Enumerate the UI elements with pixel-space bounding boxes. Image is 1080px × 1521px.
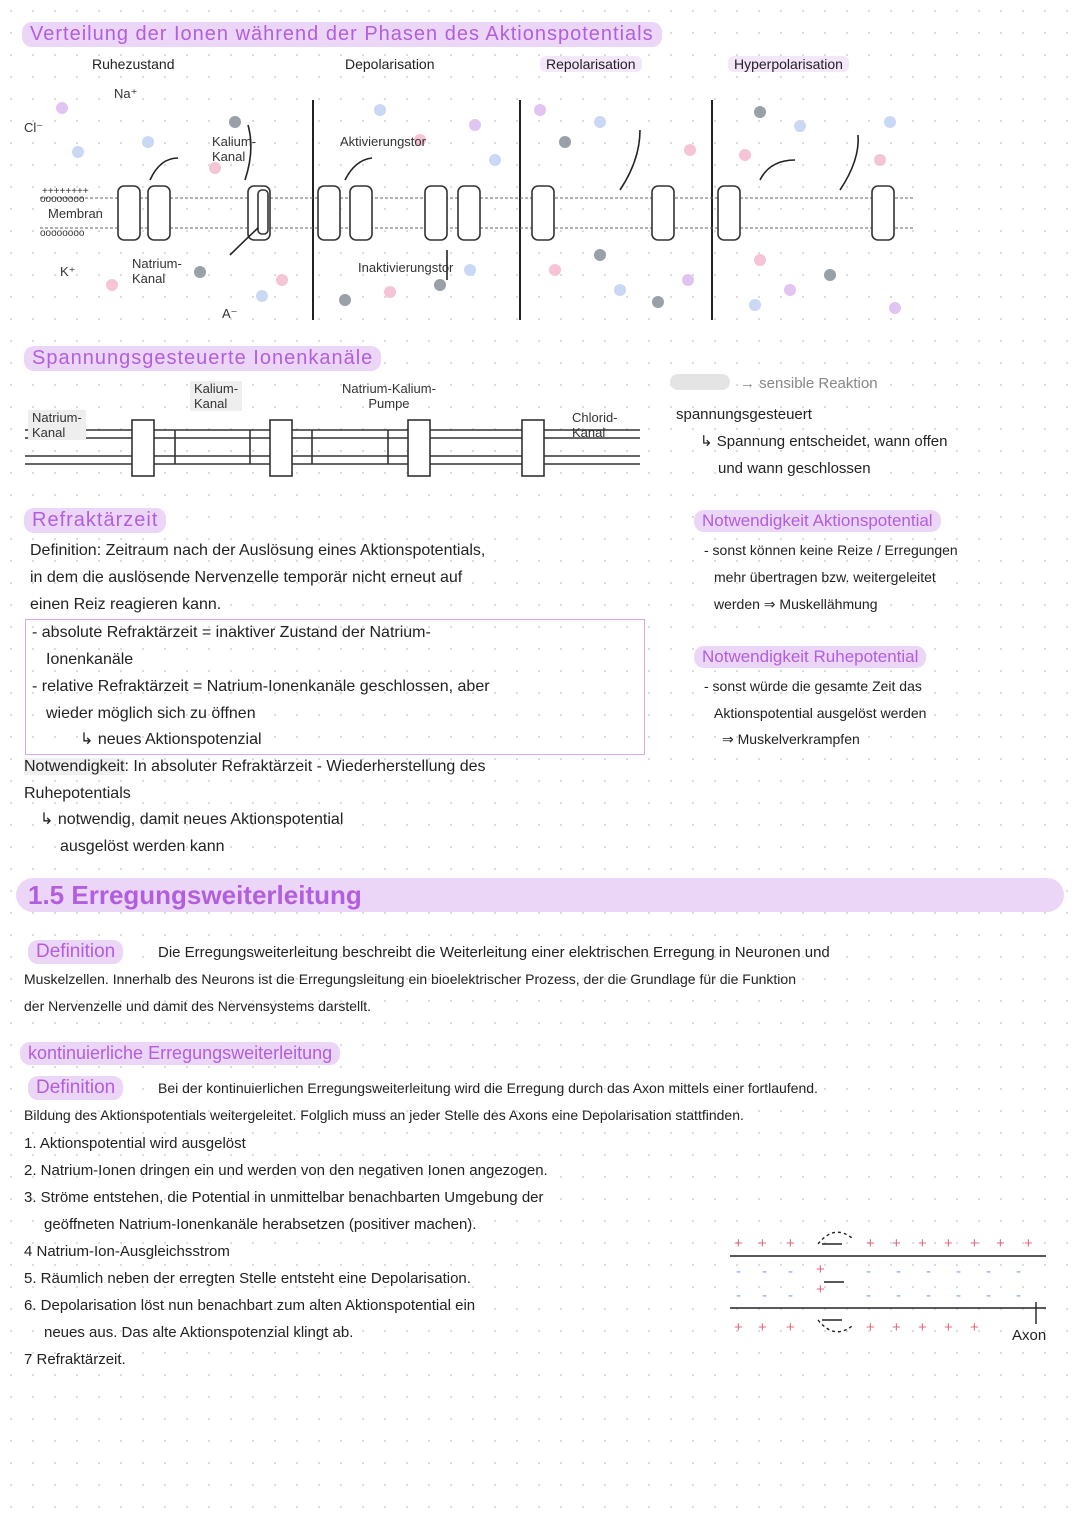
svg-text:-: - [926,1287,931,1304]
svg-text:-: - [986,1263,991,1280]
refraktaer-need-line1 [24,753,486,780]
svg-text:-: - [736,1287,741,1304]
refraktaer-need-label: Notwendigkeit [24,758,125,775]
svg-text:+: + [970,1235,979,1252]
na-channel [148,186,170,240]
ion-flow-arrow [760,160,795,180]
notwendigkeit-ap-line1: - sonst können keine Reize / Erregungen [704,542,958,558]
svg-text:+: + [816,1261,825,1278]
label-membran: Membran [48,206,103,221]
refraktaer-box-line1: - absolute Refraktärzeit = inaktiver Zustand der Natrium- [32,624,431,641]
notwendigkeit-ap-line2: mehr übertragen bzw. weitergeleitet [714,569,936,585]
svg-text:+: + [944,1235,953,1252]
current-loop-arrow [818,1232,852,1244]
ion-flow-arrow [230,228,258,255]
step-7: 7 Refraktärzeit. [24,1351,126,1368]
svg-text:-: - [866,1287,871,1304]
k-channel-inner [258,190,268,234]
svg-text:-: - [1016,1263,1021,1280]
label-inaktivierungstor: Inaktivierungstor [358,260,454,275]
axon-minus-charges [736,1263,1021,1304]
sensible-line2: ↳ Spannung entscheidet, wann offen [700,433,948,450]
svg-text:+: + [918,1235,927,1252]
label-na: Na⁺ [114,86,138,101]
svg-text:-: - [788,1287,793,1304]
svg-text:-: - [762,1263,767,1280]
refraktaer-box-line2: Ionenkanäle [46,651,134,668]
refraktaer-need-line2: Ruhepotentials [24,785,131,802]
section-def-line3: der Nervenzelle und damit des Nervensystems darstellt. [24,998,372,1014]
svg-text:+: + [758,1235,767,1252]
refraktaer-def-line1 [30,537,485,564]
svg-text:-: - [896,1263,901,1280]
label-natrium-kanal: Natrium- Kanal [132,256,182,286]
sensible-arrow-text: → sensible Reaktion [740,375,878,392]
svg-text:-: - [986,1287,991,1304]
label-a: A⁻ [222,306,238,321]
highlight-marker [670,374,730,390]
refraktaer-box-line4: wieder möglich sich zu öffnen [46,705,256,722]
svg-text:+: + [734,1235,743,1252]
label-schematic-kalium: Kalium- Kanal [190,381,242,411]
kontinuierlich-def-line1: Bei der kontinuierlichen Erregungsweiterleitung wird die Erregung durch das Axon mittels einer fortlaufend. [158,1080,818,1096]
svg-text:+: + [734,1319,743,1336]
k-channel [458,186,480,240]
label-schematic-pumpe: Natrium-Kalium- Pumpe [342,381,436,411]
axon-diagram [726,1220,1056,1350]
phase-label-repolarisation: Repolarisation [540,56,642,72]
k-channel [425,186,447,240]
ion-flow-arrow [840,135,858,190]
svg-text:oooooooo: oooooooo [40,228,85,239]
section-title: 1.5 Erregungsweiterleitung [28,880,362,910]
svg-text:+: + [944,1319,953,1336]
step-3b: geöffneten Natrium-Ionenkanäle herabsetzen (positiver machen). [44,1216,477,1233]
label-cl: Cl⁻ [24,120,44,135]
refraktaer-def-text1: : Zeitraum nach der Auslösung eines Aktionspotentials, [96,542,486,559]
na-channel [718,186,740,240]
step-3: 3. Ströme entstehen, die Potential in unmittelbar benachbarten Umgebung der [24,1189,544,1206]
na-channel [118,186,140,240]
kontinuierlich-def-line2: Bildung des Aktionspotentials weitergeleitet. Folglich muss an jeder Stelle des Axons eine Depolarisation stattfinden. [24,1107,744,1123]
na-channel [318,186,340,240]
svg-text:-: - [788,1263,793,1280]
section-def-line2: Muskelzellen. Innerhalb des Neurons ist die Erregungsleitung ein bioelektrischer Prozess, der die Grundlage für die Funktion [24,971,796,987]
svg-text:oooooooo: oooooooo [40,194,85,205]
svg-text:+: + [866,1235,875,1252]
ion-flow-arrow [345,158,372,180]
na-channel [350,186,372,240]
svg-text:-: - [1016,1287,1021,1304]
heading-notwendigkeit-ap: Notwendigkeit Aktionspotential [694,510,941,532]
step-1: 1. Aktionspotential wird ausgelöst [24,1135,246,1152]
sensible-text: sensible Reaktion [759,375,878,392]
label-kalium-kanal: Kalium- Kanal [212,134,257,164]
svg-text:-: - [956,1287,961,1304]
page-title: Verteilung der Ionen während der Phasen des Aktionspotentials [22,22,662,47]
svg-text:-: - [956,1263,961,1280]
refraktaer-def-line2: in dem die auslösende Nervenzelle temporär nicht erneut auf [30,569,463,586]
label-schematic-chlorid: Chlorid- Kanal [572,410,618,440]
svg-text:+: + [1024,1235,1033,1252]
refraktaer-box-line3: - relative Refraktärzeit = Natrium-Ionenkanäle geschlossen, aber [32,678,490,695]
svg-text:-: - [926,1263,931,1280]
svg-text:+: + [918,1319,927,1336]
svg-text:-: - [762,1287,767,1304]
heading-notwendigkeit-rp: Notwendigkeit Ruhepotential [694,646,926,668]
svg-text:+: + [996,1235,1005,1252]
notwendigkeit-rp-line2: Aktionspotential ausgelöst werden [714,705,927,721]
schematic-pumpe [408,420,430,476]
refraktaer-need-text1: : In absoluter Refraktärzeit - Wiederherstellung des [124,758,486,775]
section-heading-refraktaerzeit: Refraktärzeit [24,508,166,533]
refraktaer-def-line3: einen Reiz reagieren kann. [30,596,222,613]
schematic-kalium-kanal [270,420,292,476]
axon-plus-charges [734,1235,1033,1336]
kontinuierlich-def-label: Definition [28,1076,123,1100]
svg-text:+: + [970,1319,979,1336]
schematic-natrium-kanal [132,420,154,476]
refraktaer-def-label: Definition [30,542,97,559]
k-channel [652,186,674,240]
section-def-line1: Die Erregungsweiterleitung beschreibt die Weiterleitung einer elektrischen Erregung in Neuronen und [158,944,830,961]
phase-label-depolarisation: Depolarisation [345,56,435,72]
channel-schematic [20,400,650,480]
k-channel [872,186,894,240]
notwendigkeit-ap-line3: werden ⇒ Muskellähmung [714,596,878,612]
step-2: 2. Natrium-Ionen dringen ein und werden von den negativen Ionen angezogen. [24,1162,548,1179]
svg-text:+: + [816,1281,825,1298]
refraktaer-box-line5: ↳ neues Aktionspotenzial [80,731,262,748]
na-channel [532,186,554,240]
label-k: K⁺ [60,264,76,279]
refraktaer-need-line4: ausgelöst werden kann [60,838,225,855]
notwendigkeit-rp-line3: ⇒ Muskelverkrampfen [722,731,860,747]
step-6b: neues aus. Das alte Aktionspotenzial klingt ab. [44,1324,354,1341]
axon-label: Axon [1012,1327,1047,1344]
heading-kontinuierlich: kontinuierliche Erregungsweiterleitung [20,1042,340,1065]
notwendigkeit-rp-line1: - sonst würde die gesamte Zeit das [704,678,922,694]
sensible-line3: und wann geschlossen [718,460,871,477]
step-6: 6. Depolarisation löst nun benachbart zum alten Aktionspotential ein [24,1297,476,1314]
ion-flow-arrow [150,158,178,180]
phase-label-ruhezustand: Ruhezustand [92,56,175,72]
svg-text:-: - [896,1287,901,1304]
label-schematic-natrium: Natrium- Kanal [28,410,86,440]
svg-text:+: + [786,1319,795,1336]
svg-text:-: - [736,1263,741,1280]
sensible-line1: spannungsgesteuert [676,406,812,423]
membrane-charges: ++++++++ [42,186,89,197]
membrane-phase-diagram [0,80,1080,330]
svg-text:+: + [892,1319,901,1336]
label-aktivierungstor: Aktivierungstor [340,134,426,149]
svg-text:+: + [786,1235,795,1252]
schematic-chlorid-kanal [522,420,544,476]
section-def-label: Definition [28,940,123,964]
phase-label-hyperpolarisation: Hyperpolarisation [728,56,849,72]
svg-text:+: + [758,1319,767,1336]
svg-text:+: + [892,1235,901,1252]
section-heading-ionenkanaele: Spannungsgesteuerte Ionenkanäle [24,346,381,371]
svg-text:+: + [866,1319,875,1336]
step-5: 5. Räumlich neben der erregten Stelle entsteht eine Depolarisation. [24,1270,471,1287]
ion-flow-arrow [620,130,640,190]
refraktaer-need-line3: ↳ notwendig, damit neues Aktionspotential [40,811,344,828]
step-4: 4 Natrium-Ion-Ausgleichsstrom [24,1243,230,1260]
svg-text:-: - [866,1263,871,1280]
current-loop-arrow [818,1320,852,1332]
